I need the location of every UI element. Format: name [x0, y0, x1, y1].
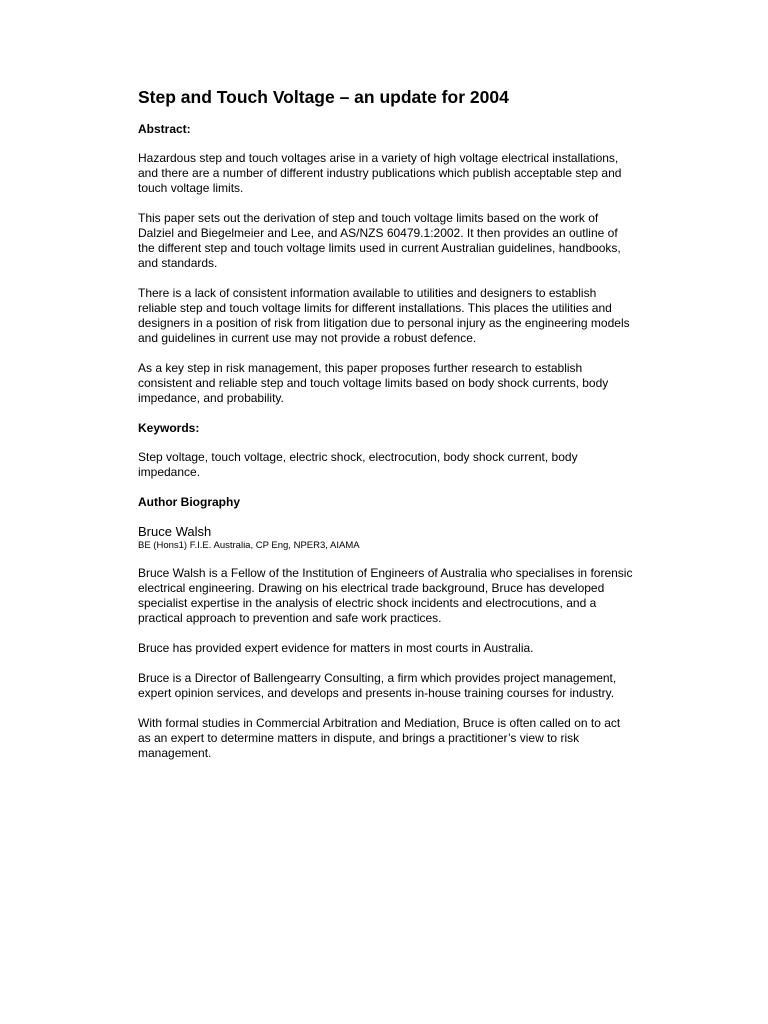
keywords-text: Step voltage, touch voltage, electric shock, electrocution, body shock current, body impedance. — [138, 450, 578, 479]
document-title: Step and Touch Voltage – an update for 2004 — [138, 87, 509, 107]
author-qualifications: BE (Hons1) F.I.E. Australia, CP Eng, NPER3, AIAMA — [138, 540, 360, 551]
biography-paragraph: Bruce has provided expert evidence for matters in most courts in Australia. — [138, 641, 534, 655]
abstract-paragraph: Hazardous step and touch voltages arise in a variety of high voltage electrical installations, and there are a number of different industry publications which publish acceptable step and touch voltage limits. — [138, 151, 622, 195]
document-page — [138, 86, 634, 776]
abstract-paragraph: There is a lack of consistent information available to utilities and designers to establish reliable step and touch voltage limits for different installations. This places the utilities and designers in a position of risk from litigation due to personal injury as the engineering models and guidelines in current use may not provide a robust defence. — [138, 286, 630, 345]
author-biography-heading: Author Biography — [138, 495, 240, 509]
abstract-paragraph: As a key step in risk management, this paper proposes further research to establish consistent and reliable step and touch voltage limits based on body shock currents, body impedance, and probability. — [138, 361, 609, 405]
biography-paragraph: With formal studies in Commercial Arbitration and Mediation, Bruce is often called on to act as an expert to determine matters in dispute, and brings a practitioner’s view to risk management. — [138, 716, 621, 760]
biography-paragraph: Bruce is a Director of Ballengearry Consulting, a firm which provides project management, expert opinion services, and develops and presents in-house training courses for industry. — [138, 671, 617, 700]
abstract-paragraph: This paper sets out the derivation of step and touch voltage limits based on the work of Dalziel and Biegelmeier and Lee, and AS/NZS 60479.1:2002. It then provides an outline of the different step and touch voltage limits used in current Australian guidelines, handbooks, and standards. — [138, 211, 621, 270]
abstract-heading: Abstract: — [138, 122, 191, 136]
biography-paragraph: Bruce Walsh is a Fellow of the Institution of Engineers of Australia who specialises in forensic electrical engineering. Drawing on his electrical trade background, Bruce has developed specialist expertise in the analysis of electric shock incidents and electrocutions, and a practical approach to prevention and safe work practices. — [138, 566, 633, 625]
keywords-heading: Keywords: — [138, 421, 200, 435]
author-name: Bruce Walsh — [138, 524, 212, 539]
